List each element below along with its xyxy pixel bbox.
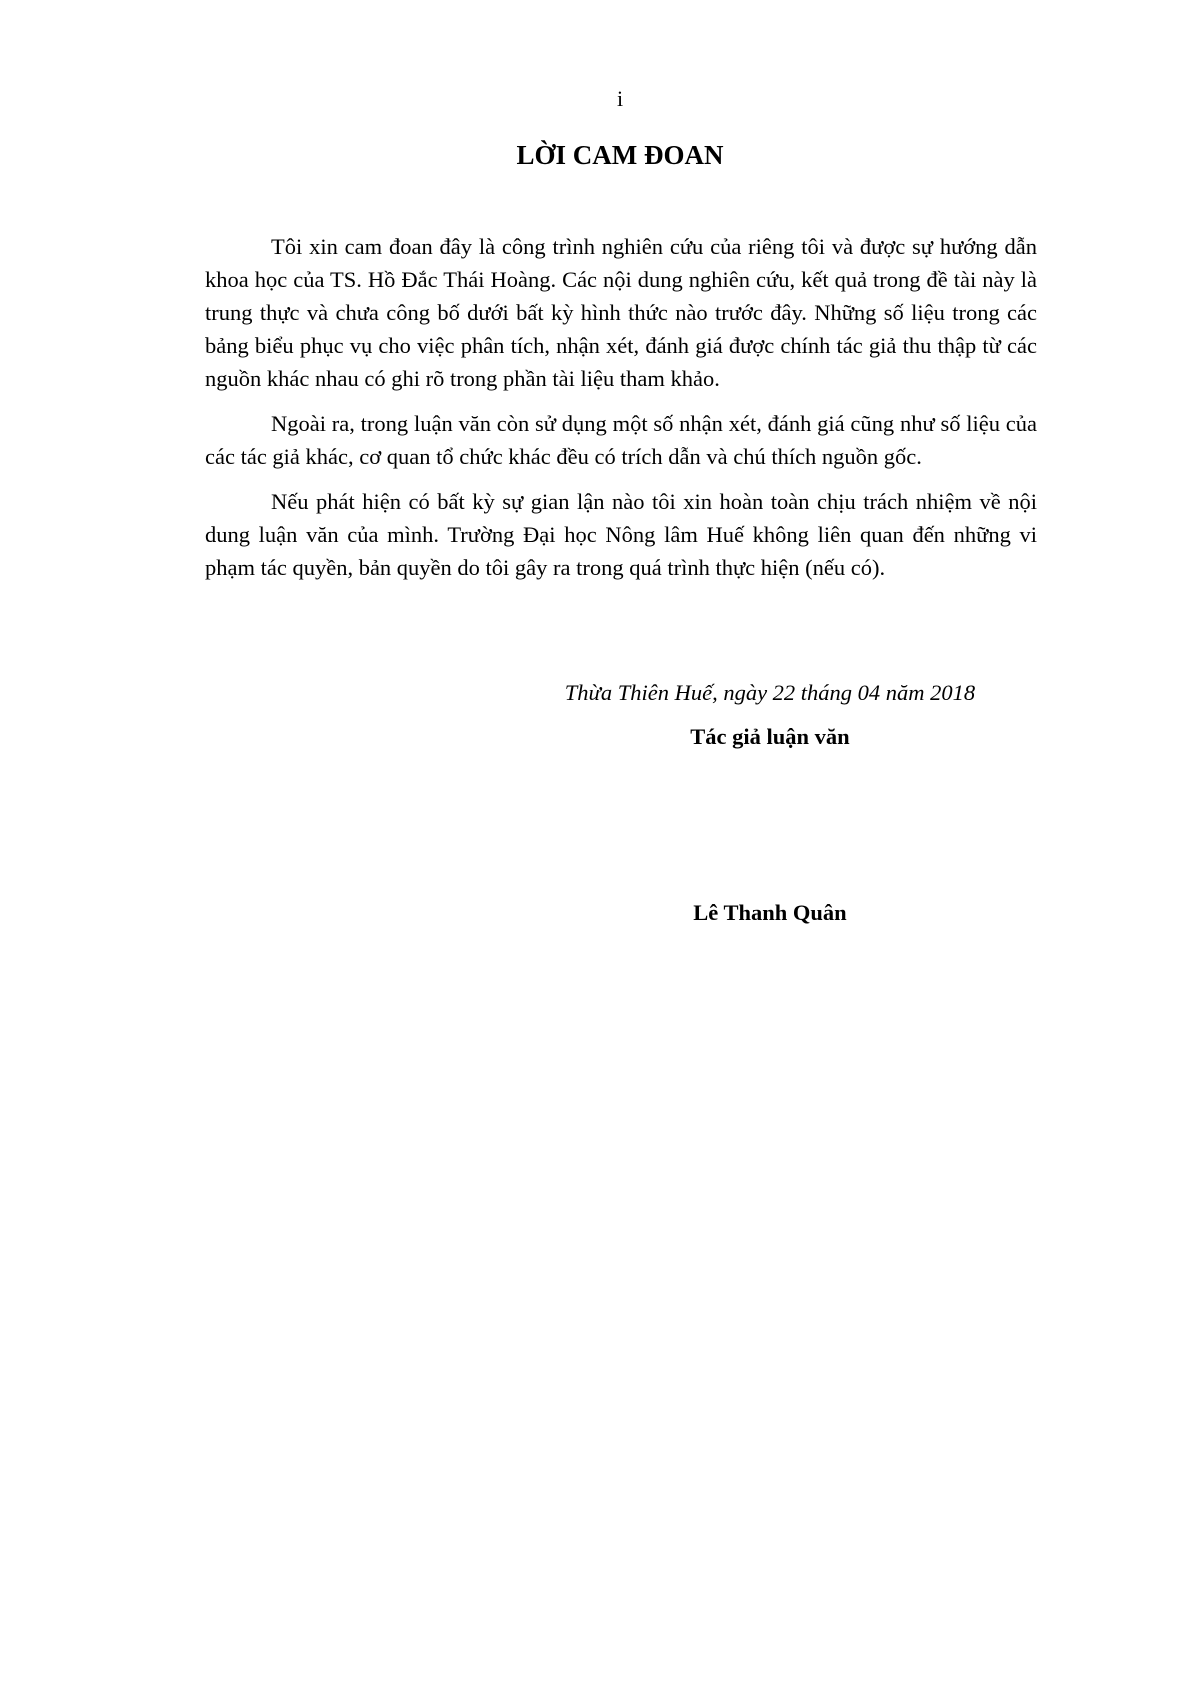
paragraph-declaration: Tôi xin cam đoan đây là công trình nghiên cứu của riêng tôi và được sự hướng dẫn khoa học của TS. Hồ Đắc Thái Hoàng. Các nội dung nghiên cứu, kết quả trong đề tài này là trung thực và chưa công bố dưới bất kỳ hình thức nào trước đây. Những số liệu trong các bảng biểu phục vụ cho việc phân tích, nhận xét, đánh giá được chính tác giả thu thập từ các nguồn khác nhau có ghi rõ trong phần tài liệu tham khảo. (205, 234, 1037, 391)
page-title: LỜI CAM ĐOAN (516, 140, 724, 170)
paragraph-citations: Ngoài ra, trong luận văn còn sử dụng một số nhận xét, đánh giá cũng như số liệu của các tác giả khác, cơ quan tổ chức khác đều có trích dẫn và chú thích nguồn gốc. (205, 411, 1037, 469)
paragraph-responsibility: Nếu phát hiện có bất kỳ sự gian lận nào tôi xin hoàn toàn chịu trách nhiệm về nội dung luận văn của mình. Trường Đại học Nông lâm Huế không liên quan đến những vi phạm tác quyền, bản quyền do tôi gây ra trong quá trình thực hiện (nếu có). (205, 489, 1037, 580)
signature-role: Tác giả luận văn (690, 724, 850, 749)
page-number: i (616, 86, 624, 111)
signature-place-date: Thừa Thiên Huế, ngày 22 tháng 04 năm 2018 (564, 680, 976, 705)
declaration-body (205, 230, 1037, 596)
signature-name: Lê Thanh Quân (693, 900, 847, 925)
